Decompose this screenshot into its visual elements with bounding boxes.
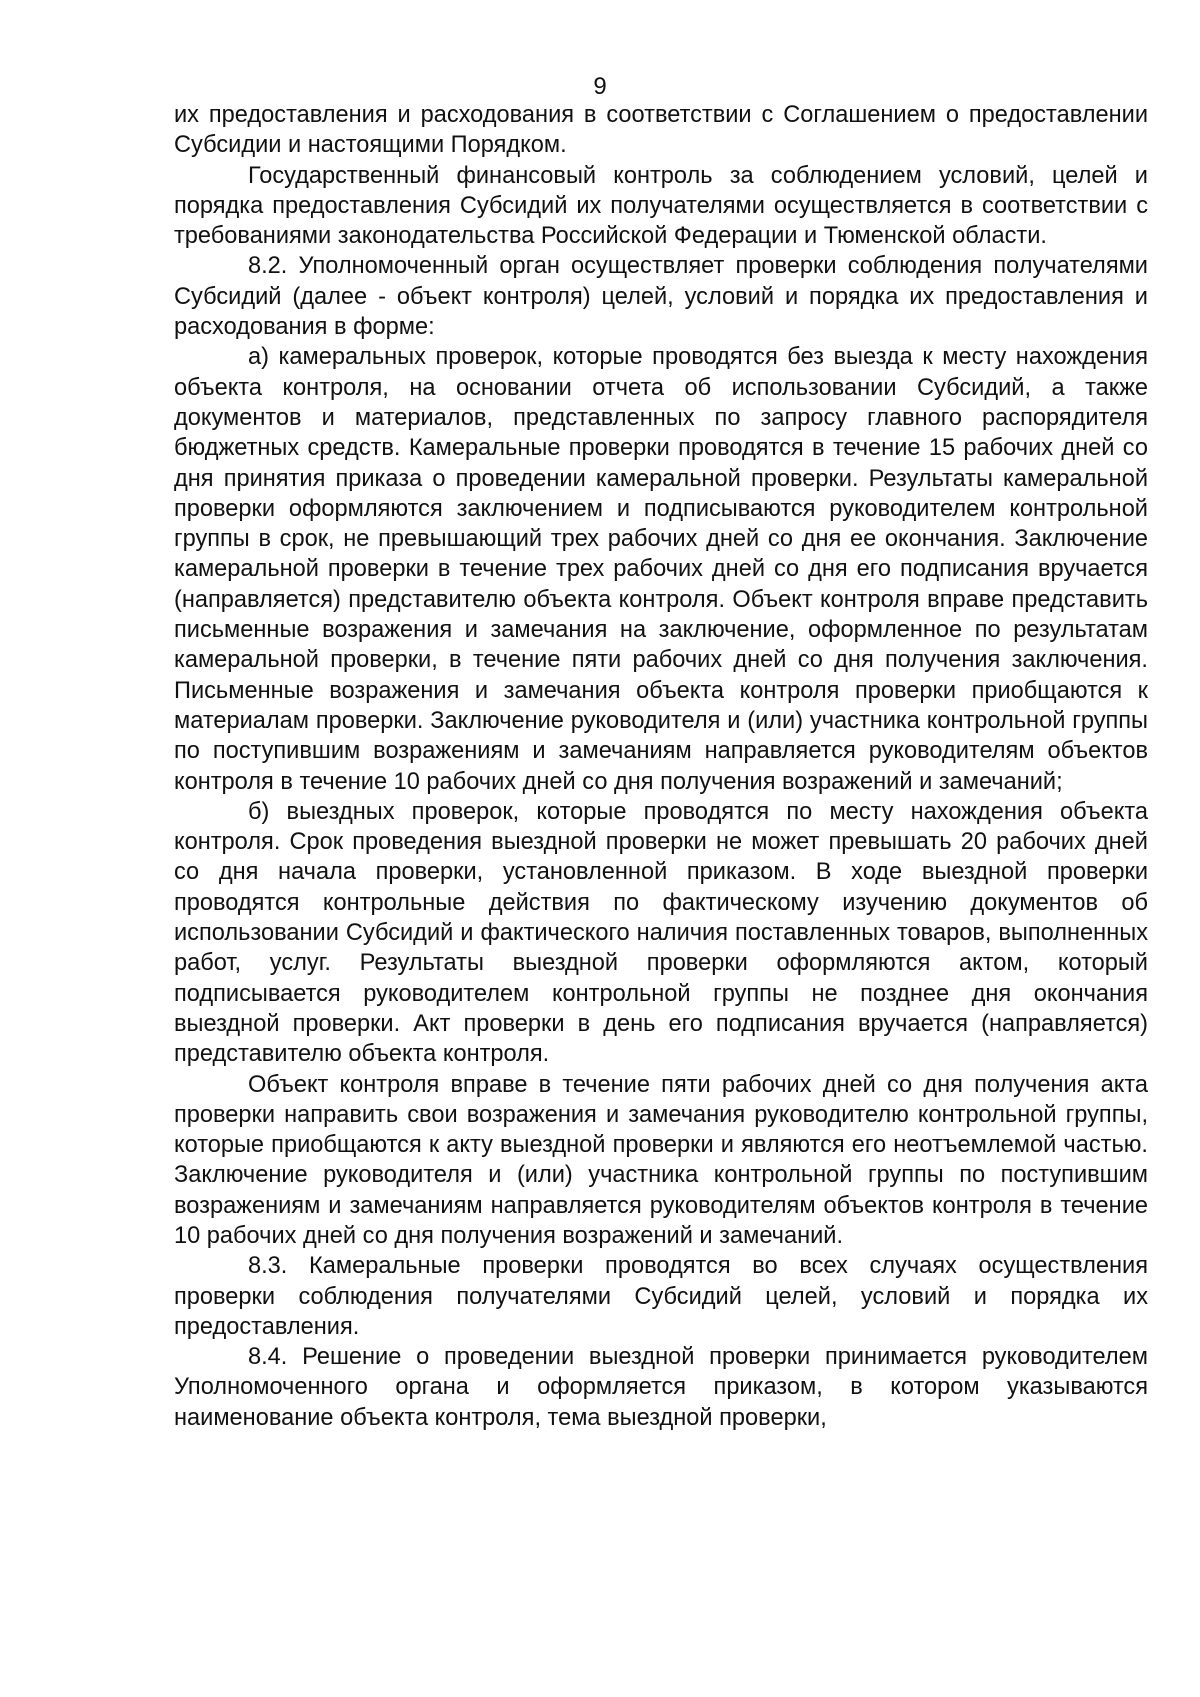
- document-body: [174, 100, 1148, 1433]
- paragraph-8-4: 8.4. Решение о проведении выездной проверки принимается руководителем Уполномоченного органа и оформляется приказом, в котором указываются наименование объекта контроля, тема выездной проверки,: [174, 1344, 1148, 1431]
- paragraph-8-3: 8.3. Камеральные проверки проводятся во всех случаях осуществления проверки соблюдения получателями Субсидий целей, условий и порядка их предоставления.: [174, 1253, 1148, 1340]
- paragraph-objections: Объект контроля вправе в течение пяти рабочих дней со дня получения акта проверки направить свои возражения и замечания руководителю контрольной группы, которые приобщаются к акту выездной проверки и являются его неотъемлемой частью. Заключение руководителя и (или) участника контрольной группы по поступившим возражениям и замечаниям направляется руководителям объектов контроля в течение 10 рабочих дней со дня получения возражений и замечаний.: [174, 1071, 1148, 1249]
- paragraph-state-financial-control: Государственный финансовый контроль за соблюдением условий, целей и порядка предоставления Субсидий их получателями осуществляется в соответствии с требованиями законодательства Российской Федерации и Тюменской области.: [174, 162, 1148, 250]
- paragraph-8-2: 8.2. Уполномоченный орган осуществляет проверки соблюдения получателями Субсидий (далее - объект контроля) целей, условий и порядка их предоставления и расходования в форме:: [174, 253, 1148, 341]
- paragraph-continuation: их предоставления и расходования в соответствии с Соглашением о предоставлении Субсидии и настоящими Порядком.: [174, 102, 1148, 159]
- paragraph-cameral-checks: а) камеральных проверок, которые проводятся без выезда к месту нахождения объекта контроля, на основании отчета об использовании Субсидий, а также документов и материалов, представленных по запросу главного распорядителя бюджетных средств. Камеральные проверки проводятся в течение 15 рабочих дней со дня принятия приказа о проведении камеральной проверки. Результаты камеральной проверки оформляются заключением и подписываются руководителем контрольной группы в срок, не превышающий трех рабочих дней со дня ее окончания. Заключение камеральной проверки в течение трех рабочих дней со дня его подписания вручается (направляется) представителю объекта контроля. Объект контроля вправе представить письменные возражения и замечания на заключение, оформленное по результатам камеральной проверки, в течение пяти рабочих дней со дня получения заключения. Письменные возражения и замечания объекта контроля проверки приобщаются к материалам проверки. Заключение руководителя и (или) участника контрольной группы по поступившим возражениям и замечаниям направляется руководителям объектов контроля в течение 10 рабочих дней со дня получения возражений и замечаний;: [174, 344, 1148, 795]
- page-number: 9: [593, 73, 607, 100]
- paragraph-field-checks: б) выездных проверок, которые проводятся по месту нахождения объекта контроля. Срок проведения выездной проверки не может превышать 20 рабочих дней со дня начала проверки, установленной приказом. В ходе выездной проверки проводятся контрольные действия по фактическому изучению документов об использовании Субсидий и фактического наличия поставленных товаров, выполненных работ, услуг. Результаты выездной проверки оформляются актом, который подписывается руководителем контрольной группы не позднее дня окончания выездной проверки. Акт проверки в день его подписания вручается (направляется) представителю объекта контроля.: [174, 798, 1148, 1068]
